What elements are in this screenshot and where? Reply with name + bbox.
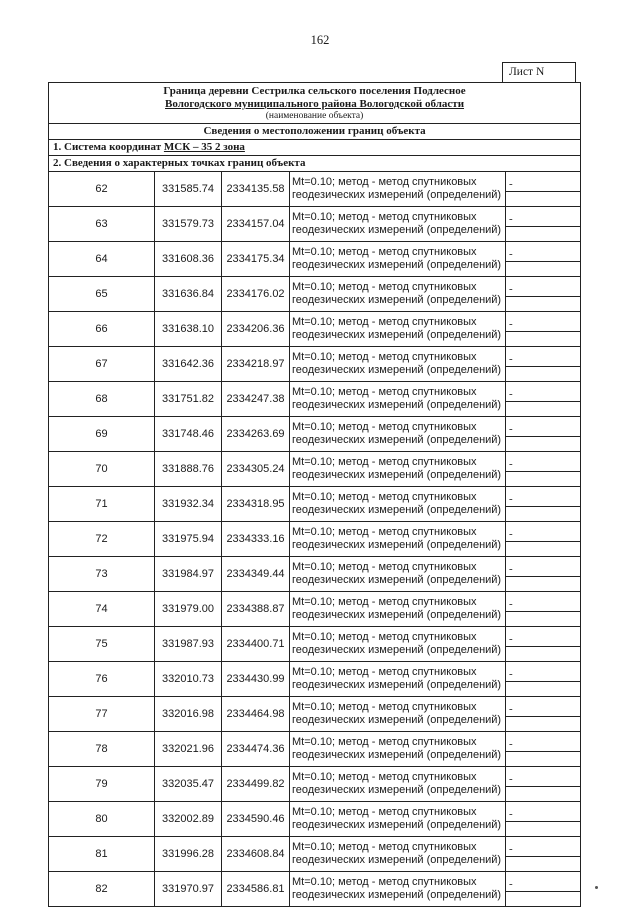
point-x: 331888.76 — [155, 452, 222, 487]
section-heading: Сведения о местоположении границ объекта — [49, 124, 581, 140]
point-x: 331585.74 — [155, 172, 222, 207]
point-description: - — [506, 732, 581, 752]
point-y: 2334586.81 — [222, 872, 290, 907]
point-number: 78 — [49, 732, 155, 767]
method-line-2: геодезических измерений (определений) — [292, 609, 502, 621]
method-line-2: геодезических измерений (определений) — [292, 574, 502, 586]
point-method — [290, 452, 506, 487]
table-row — [49, 417, 581, 437]
point-description: - — [506, 837, 581, 857]
point-method — [290, 382, 506, 417]
point-number: 80 — [49, 802, 155, 837]
table-row — [49, 872, 581, 892]
title-line-1: Граница деревни Сестрилка сельского поселения Подлесное — [163, 85, 466, 97]
point-description: - — [506, 417, 581, 437]
method-line-1: Mt=0.10; метод - метод спутниковых — [292, 771, 477, 783]
table-row — [49, 627, 581, 647]
point-x: 331638.10 — [155, 312, 222, 347]
point-y: 2334218.97 — [222, 347, 290, 382]
method-line-1: Mt=0.10; метод - метод спутниковых — [292, 841, 477, 853]
point-description-pad — [506, 752, 581, 767]
table-row — [49, 557, 581, 577]
method-line-2: геодезических измерений (определений) — [292, 434, 502, 446]
point-x: 331979.00 — [155, 592, 222, 627]
object-title — [49, 83, 581, 124]
method-line-1: Mt=0.10; метод - метод спутниковых — [292, 421, 477, 433]
table-row — [49, 312, 581, 332]
point-method — [290, 277, 506, 312]
point-y: 2334349.44 — [222, 557, 290, 592]
coord-system-value: МСК – 35 2 зона — [163, 141, 245, 153]
point-description: - — [506, 872, 581, 892]
method-line-1: Mt=0.10; метод - метод спутниковых — [292, 876, 477, 888]
method-line-1: Mt=0.10; метод - метод спутниковых — [292, 386, 477, 398]
point-method — [290, 487, 506, 522]
point-x: 331751.82 — [155, 382, 222, 417]
point-method — [290, 592, 506, 627]
point-y: 2334333.16 — [222, 522, 290, 557]
method-line-1: Mt=0.10; метод - метод спутниковых — [292, 736, 477, 748]
table-row — [49, 207, 581, 227]
table-row — [49, 172, 581, 192]
method-line-1: Mt=0.10; метод - метод спутниковых — [292, 281, 477, 293]
point-x: 331642.36 — [155, 347, 222, 382]
point-number: 62 — [49, 172, 155, 207]
point-description: - — [506, 487, 581, 507]
method-line-2: геодезических измерений (определений) — [292, 364, 502, 376]
table-row — [49, 837, 581, 857]
point-description: - — [506, 802, 581, 822]
point-method — [290, 557, 506, 592]
point-y: 2334499.82 — [222, 767, 290, 802]
point-description-pad — [506, 717, 581, 732]
point-method — [290, 802, 506, 837]
point-x: 332010.73 — [155, 662, 222, 697]
table-row — [49, 347, 581, 367]
point-number: 70 — [49, 452, 155, 487]
point-x: 332021.96 — [155, 732, 222, 767]
method-line-2: геодезических измерений (определений) — [292, 539, 502, 551]
method-line-1: Mt=0.10; метод - метод спутниковых — [292, 211, 477, 223]
point-method — [290, 207, 506, 242]
point-number: 64 — [49, 242, 155, 277]
point-number: 76 — [49, 662, 155, 697]
point-number: 69 — [49, 417, 155, 452]
point-x: 332002.89 — [155, 802, 222, 837]
method-line-2: геодезических измерений (определений) — [292, 399, 502, 411]
method-line-2: геодезических измерений (определений) — [292, 644, 502, 656]
method-line-1: Mt=0.10; метод - метод спутниковых — [292, 456, 477, 468]
method-line-2: геодезических измерений (определений) — [292, 469, 502, 481]
point-number: 74 — [49, 592, 155, 627]
point-description: - — [506, 312, 581, 332]
method-line-1: Mt=0.10; метод - метод спутниковых — [292, 806, 477, 818]
method-line-1: Mt=0.10; метод - метод спутниковых — [292, 246, 477, 258]
point-description-pad — [506, 787, 581, 802]
method-line-2: геодезических измерений (определений) — [292, 504, 502, 516]
point-y: 2334400.71 — [222, 627, 290, 662]
point-x: 331987.93 — [155, 627, 222, 662]
point-description: - — [506, 172, 581, 192]
method-line-1: Mt=0.10; метод - метод спутниковых — [292, 351, 477, 363]
method-line-1: Mt=0.10; метод - метод спутниковых — [292, 596, 477, 608]
point-description-pad — [506, 822, 581, 837]
point-description-pad — [506, 227, 581, 242]
method-line-1: Mt=0.10; метод - метод спутниковых — [292, 561, 477, 573]
point-description: - — [506, 592, 581, 612]
point-description: - — [506, 242, 581, 262]
method-line-2: геодезических измерений (определений) — [292, 784, 502, 796]
point-method — [290, 732, 506, 767]
point-number: 75 — [49, 627, 155, 662]
point-y: 2334175.34 — [222, 242, 290, 277]
point-number: 79 — [49, 767, 155, 802]
point-method — [290, 522, 506, 557]
point-x: 331636.84 — [155, 277, 222, 312]
title-subtitle: (наименование объекта) — [265, 111, 364, 121]
point-y: 2334318.95 — [222, 487, 290, 522]
page-number: 162 — [310, 33, 330, 47]
point-y: 2334474.36 — [222, 732, 290, 767]
method-line-2: геодезических измерений (определений) — [292, 329, 502, 341]
method-line-2: геодезических измерений (определений) — [292, 819, 502, 831]
point-method — [290, 347, 506, 382]
point-description-pad — [506, 472, 581, 487]
point-x: 331932.34 — [155, 487, 222, 522]
point-description: - — [506, 767, 581, 787]
point-description-pad — [506, 682, 581, 697]
point-y: 2334305.24 — [222, 452, 290, 487]
point-y: 2334247.38 — [222, 382, 290, 417]
point-method — [290, 242, 506, 277]
section-heading-row — [49, 124, 581, 140]
method-line-2: геодезических измерений (определений) — [292, 294, 502, 306]
table-row — [49, 522, 581, 542]
sheet-label-text: Лист N — [509, 66, 545, 78]
point-method — [290, 767, 506, 802]
point-x: 332035.47 — [155, 767, 222, 802]
point-y: 2334176.02 — [222, 277, 290, 312]
method-line-1: Mt=0.10; метод - метод спутниковых — [292, 316, 477, 328]
point-x: 331996.28 — [155, 837, 222, 872]
point-number: 67 — [49, 347, 155, 382]
point-number: 68 — [49, 382, 155, 417]
method-line-2: геодезических измерений (определений) — [292, 714, 502, 726]
method-line-1: Mt=0.10; метод - метод спутниковых — [292, 176, 477, 188]
table-row — [49, 662, 581, 682]
points-heading: 2. Сведения о характерных точках границ объекта — [49, 156, 581, 172]
point-description: - — [506, 207, 581, 227]
point-y: 2334388.87 — [222, 592, 290, 627]
point-method — [290, 697, 506, 732]
point-number: 71 — [49, 487, 155, 522]
table-row — [49, 242, 581, 262]
point-number: 77 — [49, 697, 155, 732]
point-description: - — [506, 382, 581, 402]
points-heading-row — [49, 156, 581, 172]
point-number: 81 — [49, 837, 155, 872]
method-line-1: Mt=0.10; метод - метод спутниковых — [292, 631, 477, 643]
point-description: - — [506, 557, 581, 577]
point-description: - — [506, 277, 581, 297]
point-x: 331608.36 — [155, 242, 222, 277]
point-description-pad — [506, 892, 581, 907]
point-method — [290, 172, 506, 207]
point-x: 331579.73 — [155, 207, 222, 242]
point-y: 2334430.99 — [222, 662, 290, 697]
table-row — [49, 277, 581, 297]
point-x: 331984.97 — [155, 557, 222, 592]
method-line-2: геодезических измерений (определений) — [292, 749, 502, 761]
point-number: 63 — [49, 207, 155, 242]
point-description-pad — [506, 507, 581, 522]
point-y: 2334608.84 — [222, 837, 290, 872]
point-number: 73 — [49, 557, 155, 592]
coord-system-row — [49, 140, 581, 156]
point-description-pad — [506, 647, 581, 662]
table-row — [49, 452, 581, 472]
table-row — [49, 732, 581, 752]
point-y: 2334263.69 — [222, 417, 290, 452]
point-method — [290, 662, 506, 697]
boundary-points-table — [48, 82, 581, 907]
point-description: - — [506, 627, 581, 647]
point-description-pad — [506, 402, 581, 417]
point-y: 2334206.36 — [222, 312, 290, 347]
point-method — [290, 872, 506, 907]
method-line-2: геодезических измерений (определений) — [292, 889, 502, 901]
method-line-1: Mt=0.10; метод - метод спутниковых — [292, 666, 477, 678]
method-line-1: Mt=0.10; метод - метод спутниковых — [292, 701, 477, 713]
point-number: 66 — [49, 312, 155, 347]
point-description: - — [506, 522, 581, 542]
point-y: 2334464.98 — [222, 697, 290, 732]
point-method — [290, 627, 506, 662]
method-line-2: геодезических измерений (определений) — [292, 259, 502, 271]
title-line-2: Вологодского муниципального района Вологодской области — [165, 98, 465, 110]
point-y: 2334135.58 — [222, 172, 290, 207]
point-x: 331748.46 — [155, 417, 222, 452]
method-line-1: Mt=0.10; метод - метод спутниковых — [292, 526, 477, 538]
point-number: 72 — [49, 522, 155, 557]
point-x: 331970.97 — [155, 872, 222, 907]
point-number: 82 — [49, 872, 155, 907]
point-method — [290, 837, 506, 872]
table-row — [49, 592, 581, 612]
method-line-2: геодезических измерений (определений) — [292, 224, 502, 236]
table-row — [49, 802, 581, 822]
coord-system — [49, 140, 581, 156]
point-number: 65 — [49, 277, 155, 312]
point-description-pad — [506, 367, 581, 382]
point-description-pad — [506, 437, 581, 452]
point-description-pad — [506, 262, 581, 277]
point-description: - — [506, 697, 581, 717]
point-description: - — [506, 662, 581, 682]
point-y: 2334590.46 — [222, 802, 290, 837]
table-row — [49, 697, 581, 717]
title-row — [49, 83, 581, 124]
point-description: - — [506, 452, 581, 472]
point-method — [290, 417, 506, 452]
point-description-pad — [506, 542, 581, 557]
method-line-2: геодезических измерений (определений) — [292, 679, 502, 691]
point-description-pad — [506, 297, 581, 312]
point-description: - — [506, 347, 581, 367]
table-row — [49, 487, 581, 507]
sheet-label — [502, 62, 576, 82]
method-line-2: геодезических измерений (определений) — [292, 854, 502, 866]
method-line-2: геодезических измерений (определений) — [292, 189, 502, 201]
point-description-pad — [506, 192, 581, 207]
point-y: 2334157.04 — [222, 207, 290, 242]
point-description-pad — [506, 612, 581, 627]
scan-mark — [595, 886, 598, 889]
point-description-pad — [506, 332, 581, 347]
point-method — [290, 312, 506, 347]
coord-system-label: 1. Система координат — [53, 141, 162, 153]
point-x: 331975.94 — [155, 522, 222, 557]
method-line-1: Mt=0.10; метод - метод спутниковых — [292, 491, 477, 503]
table-row — [49, 382, 581, 402]
point-x: 332016.98 — [155, 697, 222, 732]
point-description-pad — [506, 857, 581, 872]
point-description-pad — [506, 577, 581, 592]
table-row — [49, 767, 581, 787]
